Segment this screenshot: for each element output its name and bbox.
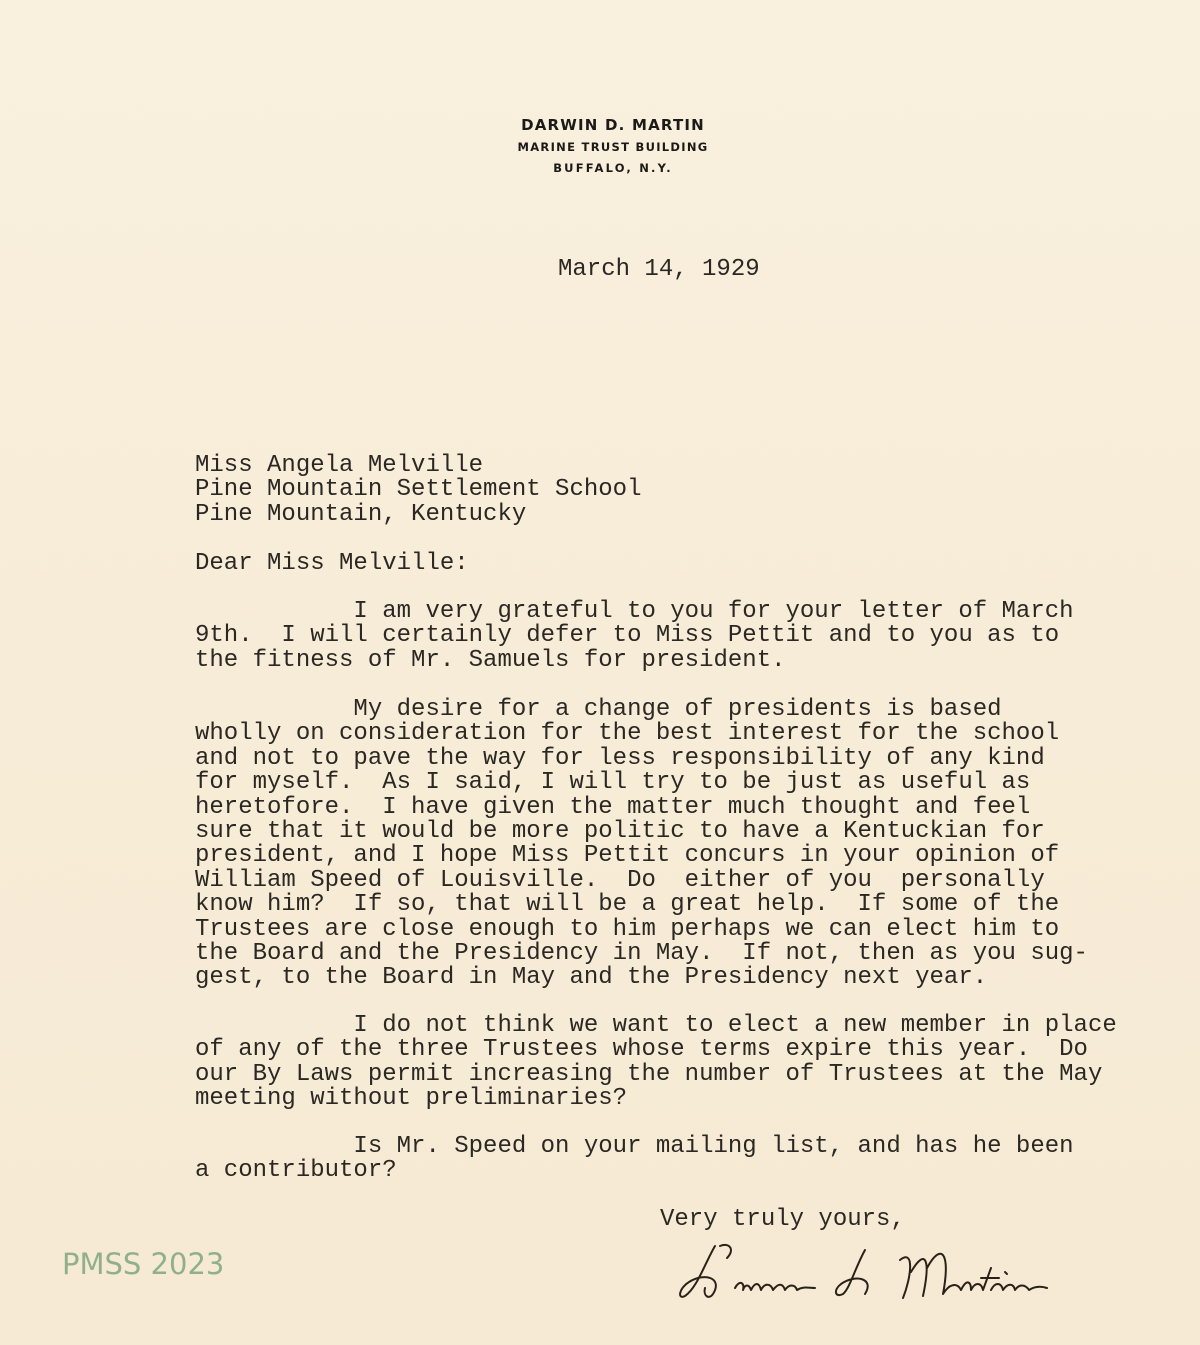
letterhead-building: MARINE TRUST BUILDING <box>517 140 709 154</box>
text-line: president, and I hope Miss Pettit concurs in your opinion of <box>195 842 1060 870</box>
text-line: know him? If so, that will be a great help. If some of the <box>195 891 1060 919</box>
text-line: My desire for a change of presidents is based <box>195 696 1002 723</box>
text-line: Trustees are close enough to him perhaps we can elect him to <box>195 915 1060 943</box>
text-line: the fitness of Mr. Samuels for president. <box>195 646 786 674</box>
text-line: for myself. As I said, I will try to be just as useful as <box>195 769 1031 797</box>
text-line: wholly on consideration for the best interest for the school <box>195 720 1060 748</box>
text-line: William Speed of Louisville. Do either of you personally <box>195 866 1045 894</box>
recipient-location: Pine Mountain, Kentucky <box>195 500 527 528</box>
watermark: PMSS 2023 <box>62 1247 225 1281</box>
letterhead-name: DARWIN D. MARTIN <box>521 116 705 134</box>
paragraph-4 <box>195 1135 1074 1184</box>
text-line: I am very grateful to you for your letter of March <box>195 598 1074 625</box>
text-line: our By Laws permit increasing the number of Trustees at the May <box>195 1060 1103 1088</box>
text-line: heretofore. I have given the matter much thought and feel <box>195 793 1031 821</box>
text-line: gest, to the Board in May and the Presidency next year. <box>195 964 988 992</box>
text-line: a contributor? <box>195 1157 397 1185</box>
text-line: the Board and the Presidency in May. If not, then as you sug- <box>195 939 1088 967</box>
recipient-organization: Pine Mountain Settlement School <box>195 476 642 504</box>
text-line: of any of the three Trustees whose terms expire this year. Do <box>195 1036 1088 1064</box>
letter-date: March 14, 1929 <box>558 256 760 283</box>
closing: Very truly yours, <box>660 1206 905 1233</box>
recipient-address <box>195 454 641 527</box>
text-line: I do not think we want to elect a new member in place <box>195 1012 1117 1039</box>
letterhead-city: BUFFALO, N.Y. <box>553 161 673 175</box>
text-line: meeting without preliminaries? <box>195 1085 628 1113</box>
paragraph-3 <box>195 1014 1117 1112</box>
paragraph-1 <box>195 600 1074 673</box>
salutation: Dear Miss Melville: <box>195 550 469 577</box>
paragraph-2 <box>195 698 1088 991</box>
text-line: Is Mr. Speed on your mailing list, and has he been <box>195 1133 1074 1160</box>
text-line: and not to pave the way for less responsibility of any kind <box>195 744 1045 772</box>
handwritten-signature <box>675 1238 1105 1308</box>
text-line: 9th. I will certainly defer to Miss Pettit and to you as to <box>195 622 1060 650</box>
recipient-name: Miss Angela Melville <box>195 452 484 479</box>
text-line: sure that it would be more politic to have a Kentuckian for <box>195 817 1045 845</box>
